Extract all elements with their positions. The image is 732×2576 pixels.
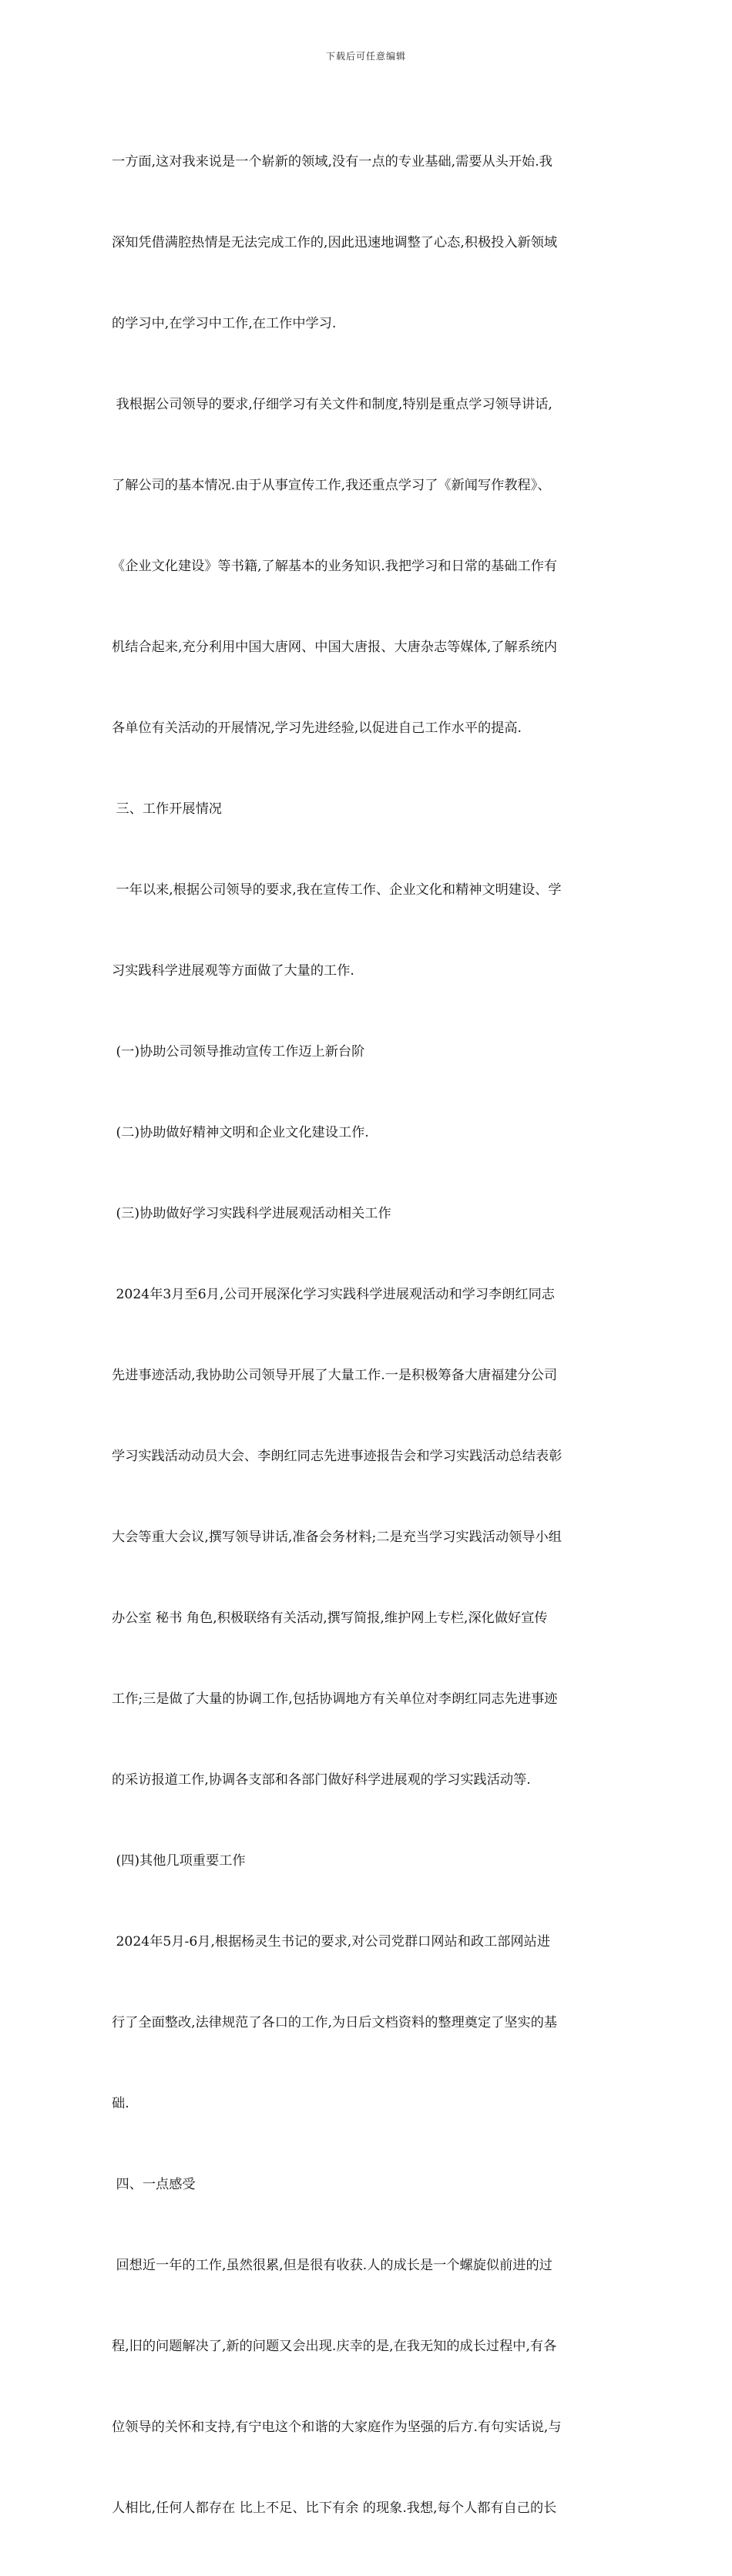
text-line: 行了全面整改,法律规范了各口的工作,为日后文档资料的整理奠定了坚实的基 bbox=[112, 2015, 558, 2030]
text-line: 机结合起来,充分利用中国大唐网、中国大唐报、大唐杂志等媒体,了解系统内 bbox=[112, 640, 558, 655]
text-line: 人相比,任何人都存在 比上不足、比下有余 的现象.我想,每个人都有自己的长 bbox=[112, 2500, 557, 2516]
document-body bbox=[112, 95, 626, 2576]
text-line: 一方面,这对我来说是一个崭新的领域,没有一点的专业基础,需要从头开始.我 bbox=[112, 154, 552, 170]
subsection-heading: (三)协助做好学习实践科学进展观活动相关工作 bbox=[112, 1206, 391, 1221]
text-line: 2024年5月-6月,根据杨灵生书记的要求,对公司党群口网站和政工部网站进 bbox=[112, 1934, 551, 1950]
text-line: 位领导的关怀和支持,有宁电这个和谐的大家庭作为坚强的后方.有句实话说,与 bbox=[112, 2420, 562, 2435]
text-line: 的学习中,在学习中工作,在工作中学习. bbox=[112, 316, 337, 331]
subsection-heading: (一)协助公司领导推动宣传工作迈上新台阶 bbox=[112, 1044, 365, 1060]
text-line: 各单位有关活动的开展情况,学习先进经验,以促进自己工作水平的提高. bbox=[112, 720, 522, 736]
subsection-heading: (四)其他几项重要工作 bbox=[112, 1853, 246, 1869]
text-line: 习实践科学进展观等方面做了大量的工作. bbox=[112, 963, 354, 979]
text-line: 一年以来,根据公司领导的要求,我在宣传工作、企业文化和精神文明建设、学 bbox=[112, 882, 562, 898]
text-line: 2024年3月至6月,公司开展深化学习实践科学进展观活动和学习李朗红同志 bbox=[112, 1287, 555, 1302]
text-line: 程,旧的问题解决了,新的问题又会出现.庆幸的是,在我无知的成长过程中,有各 bbox=[112, 2339, 557, 2354]
section-heading: 三、工作开展情况 bbox=[112, 801, 222, 817]
subsection-heading: (二)协助做好精神文明和企业文化建设工作. bbox=[112, 1125, 369, 1140]
section-heading: 四、一点感受 bbox=[112, 2177, 196, 2192]
text-line: 回想近一年的工作,虽然很累,但是很有收获.人的成长是一个螺旋似前进的过 bbox=[112, 2258, 552, 2273]
text-line: 工作;三是做了大量的协调工作,包括协调地方有关单位对李朗红同志先进事迹 bbox=[112, 1691, 558, 1707]
text-line: 我根据公司领导的要求,仔细学习有关文件和制度,特别是重点学习领导讲话, bbox=[112, 397, 552, 412]
text-line: 《企业文化建设》等书籍,了解基本的业务知识.我把学习和日常的基础工作有 bbox=[112, 559, 558, 574]
text-line: 了解公司的基本情况.由于从事宣传工作,我还重点学习了《新闻写作教程》、 bbox=[112, 478, 551, 493]
page-header: 下载后可任意编辑 bbox=[325, 51, 406, 62]
text-line: 的采访报道工作,协调各支部和各部门做好科学进展观的学习实践活动等. bbox=[112, 1772, 531, 1788]
text-line: 学习实践活动动员大会、李朗红同志先进事迹报告会和学习实践活动总结表彰 bbox=[112, 1449, 562, 1464]
text-line: 础. bbox=[112, 2096, 129, 2111]
text-line: 办公室 秘书 角色,积极联络有关活动,撰写简报,维护网上专栏,深化做好宣传 bbox=[112, 1610, 548, 1626]
text-line: 大会等重大会议,撰写领导讲话,准备会务材料;二是充当学习实践活动领导小组 bbox=[112, 1530, 562, 1545]
text-line: 先进事迹活动,我协助公司领导开展了大量工作.一是积极筹备大唐福建分公司 bbox=[112, 1368, 558, 1383]
text-line: 深知凭借满腔热情是无法完成工作的,因此迅速地调整了心态,积极投入新领域 bbox=[112, 235, 558, 250]
